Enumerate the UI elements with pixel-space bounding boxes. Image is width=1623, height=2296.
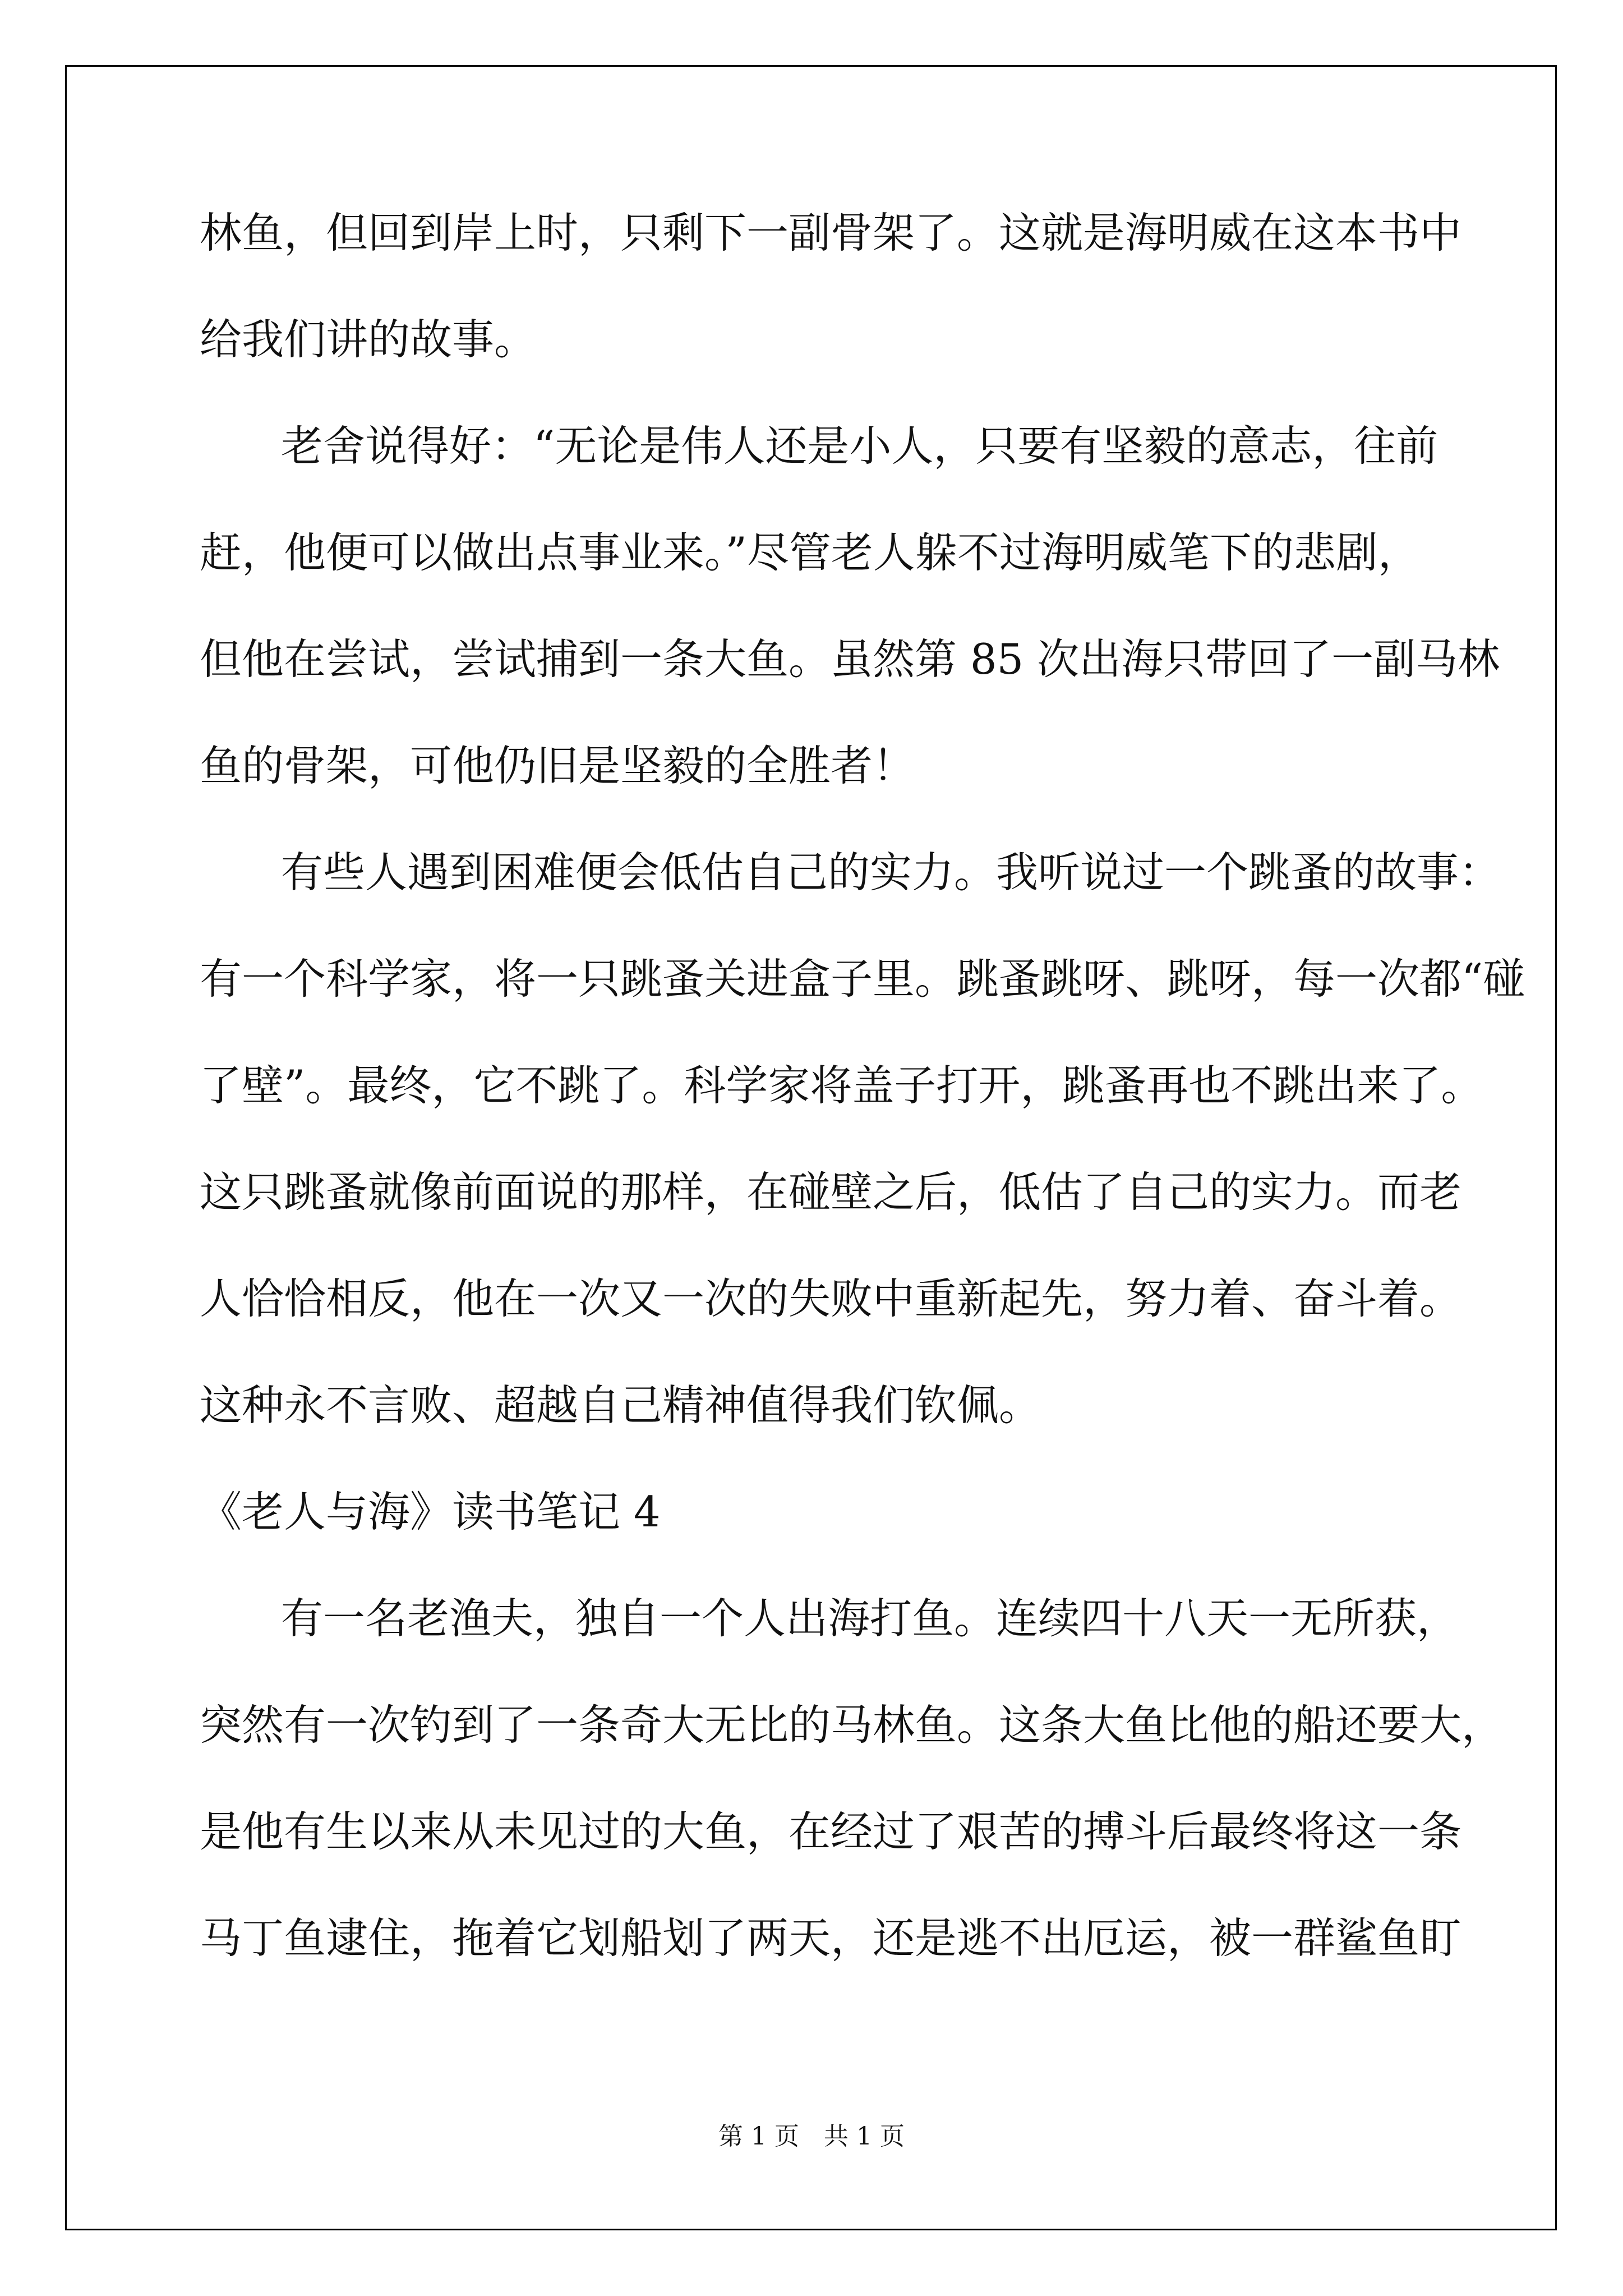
text-line: 这种永不言败、超越自己精神值得我们钦佩。: [200, 1381, 1041, 1430]
text-line: 人恰恰相反，他在一次又一次的失败中重新起先，努力着、奋斗着。: [200, 1274, 1462, 1323]
page-border: [65, 65, 1557, 2230]
text-line: 鱼的骨架，可他仍旧是坚毅的全胜者！: [200, 741, 915, 790]
page-footer: 第 1 页 共 1 页: [718, 2122, 905, 2151]
text-line: 有一个科学家，将一只跳蚤关进盒子里。跳蚤跳呀、跳呀，每一次都“碰: [200, 954, 1525, 1004]
text-line: 突然有一次钓到了一条奇大无比的马林鱼。这条大鱼比他的船还要大，: [200, 1700, 1504, 1750]
paragraph-start-line: 有些人遇到困难便会低估自己的实力。我听说过一个跳蚤的故事：: [281, 848, 1501, 897]
text-line: 给我们讲的故事。: [200, 315, 537, 364]
text-line: 赶，他便可以做出点事业来。”尽管老人躲不过海明威笔下的悲剧，: [200, 528, 1420, 577]
text-line: 但他在尝试，尝试捕到一条大鱼。虽然第 85 次出海只带回了一副马林: [200, 634, 1500, 684]
section-title: 《老人与海》读书笔记 4: [200, 1487, 661, 1536]
text-line: 马丁鱼逮住，拖着它划船划了两天，还是逃不出厄运，被一群鲨鱼盯: [200, 1913, 1462, 1963]
paragraph-start-line: 有一名老渔夫，独自一个人出海打鱼。连续四十八天一无所获，: [281, 1594, 1459, 1643]
text-line: 了壁”。最终，它不跳了。科学家将盖子打开，跳蚤再也不跳出来了。: [200, 1061, 1483, 1110]
text-line: 是他有生以来从未见过的大鱼，在经过了艰苦的搏斗后最终将这一条: [200, 1807, 1462, 1856]
paragraph-start-line: 老舍说得好：“无论是伟人还是小人，只要有坚毅的意志，往前: [281, 421, 1438, 471]
text-line: 这只跳蚤就像前面说的那样，在碰壁之后，低估了自己的实力。而老: [200, 1167, 1462, 1217]
text-line: 林鱼，但回到岸上时，只剩下一副骨架了。这就是海明威在这本书中: [200, 208, 1462, 257]
